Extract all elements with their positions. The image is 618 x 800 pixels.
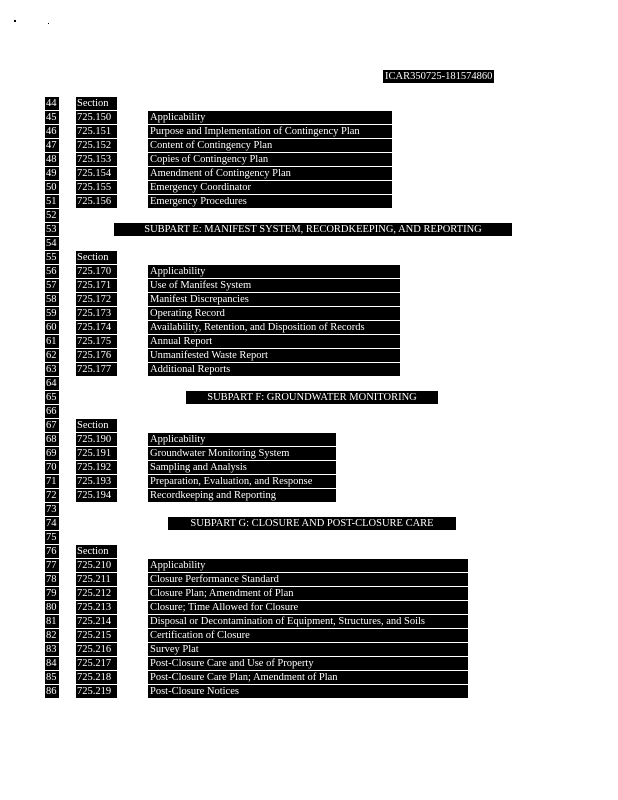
- section-number: 725.213: [76, 601, 117, 614]
- section-title: Post-Closure Care Plan; Amendment of Plan: [148, 671, 468, 684]
- line-number: 61: [45, 335, 59, 348]
- line-number: 63: [45, 363, 59, 376]
- line-number: 51: [45, 195, 59, 208]
- line-number: 46: [45, 125, 59, 138]
- section-label: Section: [76, 545, 117, 558]
- section-number: 725.218: [76, 671, 117, 684]
- section-title: Applicability: [148, 265, 400, 278]
- line-number: 79: [45, 587, 59, 600]
- section-title: Annual Report: [148, 335, 400, 348]
- section-title: Additional Reports: [148, 363, 400, 376]
- section-title: Post-Closure Notices: [148, 685, 468, 698]
- line-number: 73: [45, 503, 59, 516]
- section-number: 725.190: [76, 433, 117, 446]
- section-title: Copies of Contingency Plan: [148, 153, 392, 166]
- section-number: 725.214: [76, 615, 117, 628]
- subpart-heading: SUBPART F: GROUNDWATER MONITORING: [186, 391, 438, 404]
- section-title: Emergency Procedures: [148, 195, 392, 208]
- line-number: 83: [45, 643, 59, 656]
- section-title: Content of Contingency Plan: [148, 139, 392, 152]
- line-number: 48: [45, 153, 59, 166]
- line-number: 65: [45, 391, 59, 404]
- section-number: 725.194: [76, 489, 117, 502]
- section-title: Applicability: [148, 433, 336, 446]
- line-number: 58: [45, 293, 59, 306]
- section-number: 725.173: [76, 307, 117, 320]
- scan-speck: [14, 20, 16, 22]
- section-number: 725.155: [76, 181, 117, 194]
- section-number: 725.177: [76, 363, 117, 376]
- section-number: 725.210: [76, 559, 117, 572]
- section-title: Purpose and Implementation of Contingency Plan: [148, 125, 392, 138]
- line-number: 64: [45, 377, 59, 390]
- line-number: 66: [45, 405, 59, 418]
- section-number: 725.171: [76, 279, 117, 292]
- document-id: ICAR350725-181574860: [385, 71, 493, 82]
- section-title: Closure Plan; Amendment of Plan: [148, 587, 468, 600]
- section-number: 725.216: [76, 643, 117, 656]
- section-title: Unmanifested Waste Report: [148, 349, 400, 362]
- section-title: Use of Manifest System: [148, 279, 400, 292]
- line-number: 47: [45, 139, 59, 152]
- section-number: 725.176: [76, 349, 117, 362]
- line-number: 45: [45, 111, 59, 124]
- line-number: 84: [45, 657, 59, 670]
- line-number: 59: [45, 307, 59, 320]
- section-number: 725.212: [76, 587, 117, 600]
- line-number: 74: [45, 517, 59, 530]
- line-number: 70: [45, 461, 59, 474]
- section-number: 725.150: [76, 111, 117, 124]
- section-title: Closure; Time Allowed for Closure: [148, 601, 468, 614]
- section-title: Sampling and Analysis: [148, 461, 336, 474]
- section-number: 725.191: [76, 447, 117, 460]
- section-number: 725.175: [76, 335, 117, 348]
- subpart-heading: SUBPART G: CLOSURE AND POST-CLOSURE CARE: [168, 517, 456, 530]
- line-number: 85: [45, 671, 59, 684]
- line-number: 72: [45, 489, 59, 502]
- section-number: 725.211: [76, 573, 117, 586]
- section-number: 725.193: [76, 475, 117, 488]
- line-number: 82: [45, 629, 59, 642]
- section-title: Applicability: [148, 559, 468, 572]
- line-number: 69: [45, 447, 59, 460]
- subpart-heading: SUBPART E: MANIFEST SYSTEM, RECORDKEEPING, AND REPORTING: [114, 223, 512, 236]
- section-title: Manifest Discrepancies: [148, 293, 400, 306]
- section-number: 725.170: [76, 265, 117, 278]
- line-number: 78: [45, 573, 59, 586]
- section-label: Section: [76, 419, 117, 432]
- line-number: 53: [45, 223, 59, 236]
- section-title: Disposal or Decontamination of Equipment, Structures, and Soils: [148, 615, 468, 628]
- line-number: 56: [45, 265, 59, 278]
- line-number: 55: [45, 251, 59, 264]
- section-label: Section: [76, 97, 117, 110]
- line-number: 54: [45, 237, 59, 250]
- section-number: 725.153: [76, 153, 117, 166]
- line-number: 44: [45, 97, 59, 110]
- line-number: 86: [45, 685, 59, 698]
- section-number: 725.156: [76, 195, 117, 208]
- section-title: Closure Performance Standard: [148, 573, 468, 586]
- section-number: 725.192: [76, 461, 117, 474]
- section-title: Operating Record: [148, 307, 400, 320]
- section-title: Availability, Retention, and Disposition of Records: [148, 321, 400, 334]
- line-number: 80: [45, 601, 59, 614]
- section-title: Groundwater Monitoring System: [148, 447, 336, 460]
- section-number: 725.154: [76, 167, 117, 180]
- section-title: Recordkeeping and Reporting: [148, 489, 336, 502]
- section-label: Section: [76, 251, 117, 264]
- line-number: 67: [45, 419, 59, 432]
- line-number: 81: [45, 615, 59, 628]
- line-number: 76: [45, 545, 59, 558]
- section-title: Preparation, Evaluation, and Response: [148, 475, 336, 488]
- section-number: 725.152: [76, 139, 117, 152]
- section-number: 725.217: [76, 657, 117, 670]
- section-number: 725.219: [76, 685, 117, 698]
- section-number: 725.215: [76, 629, 117, 642]
- section-title: Applicability: [148, 111, 392, 124]
- section-title: Amendment of Contingency Plan: [148, 167, 392, 180]
- section-number: 725.172: [76, 293, 117, 306]
- line-number: 75: [45, 531, 59, 544]
- scan-speck: [48, 23, 49, 24]
- line-number: 71: [45, 475, 59, 488]
- section-number: 725.151: [76, 125, 117, 138]
- line-number: 49: [45, 167, 59, 180]
- section-title: Emergency Coordinator: [148, 181, 392, 194]
- line-number: 52: [45, 209, 59, 222]
- line-number: 68: [45, 433, 59, 446]
- line-number: 57: [45, 279, 59, 292]
- section-title: Survey Plat: [148, 643, 468, 656]
- line-number: 60: [45, 321, 59, 334]
- line-number: 77: [45, 559, 59, 572]
- line-number: 50: [45, 181, 59, 194]
- section-number: 725.174: [76, 321, 117, 334]
- section-title: Certification of Closure: [148, 629, 468, 642]
- section-title: Post-Closure Care and Use of Property: [148, 657, 468, 670]
- line-number: 62: [45, 349, 59, 362]
